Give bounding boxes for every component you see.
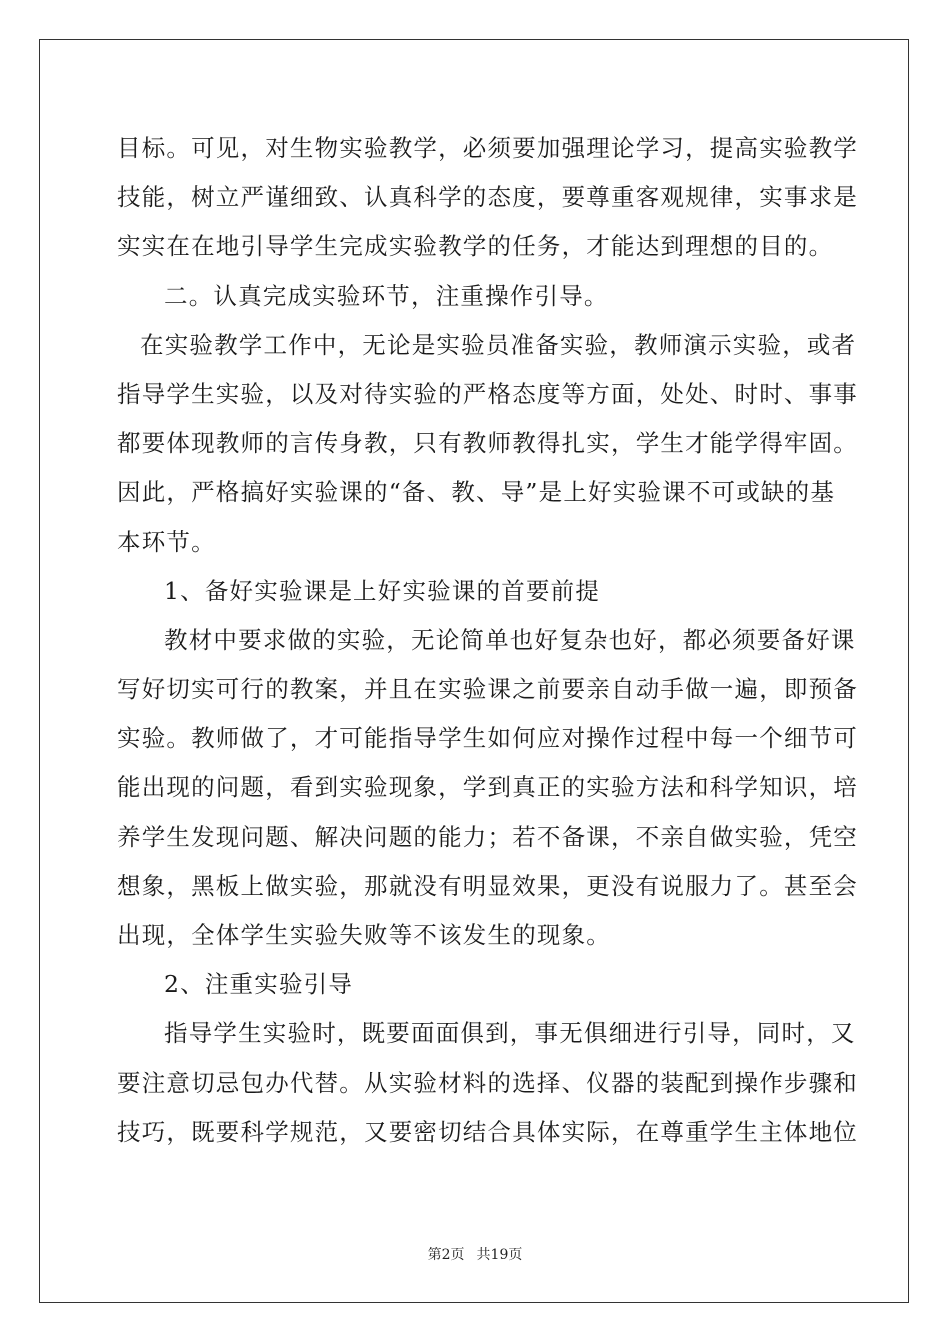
section-heading: 二。认真完成实验环节，注重操作引导。	[164, 281, 609, 310]
page-footer	[0, 1244, 950, 1264]
text-line: 想象，黑板上做实验，那就没有明显效果，更没有说服力了。甚至会	[117, 871, 858, 900]
text-line: 能出现的问题，看到实验现象，学到真正的实验方法和科学知识，培	[117, 773, 858, 802]
document-body	[117, 124, 858, 1157]
text-line: 在实验教学工作中，无论是实验员准备实验，教师演示实验，或者	[140, 330, 857, 359]
text-line: 出现，全体学生实验失败等不该发生的现象。	[117, 921, 611, 949]
text-line: 指导学生实验时，既要面面俱到，事无俱细进行引导，同时，又	[164, 1019, 856, 1048]
text-line: 实实在在地引导学生完成实验教学的任务，才能达到理想的目的。	[117, 232, 834, 261]
text-line: 本环节。	[117, 527, 216, 556]
subsection-heading: 1、备好实验课是上好实验课的首要前提	[164, 576, 601, 605]
text-line: 养学生发现问题、解决问题的能力；若不备课，不亲自做实验，凭空	[117, 822, 858, 851]
text-line: 实验。教师做了，才可能指导学生如何应对操作过程中每一个细节可	[117, 724, 858, 753]
text-line: 要注意切忌包办代替。从实验材料的选择、仪器的装配到操作步骤和	[117, 1068, 858, 1097]
page-total: 共19页	[476, 1247, 523, 1263]
text-line: 指导学生实验，以及对待实验的严格态度等方面，处处、时时、事事	[117, 379, 858, 408]
text-line: 因此，严格搞好实验课的“备、教、导”是上好实验课不可或缺的基	[117, 478, 836, 507]
text-line: 技能，树立严谨细致、认真科学的态度，要尊重客观规律，实事求是	[117, 183, 858, 212]
text-line: 教材中要求做的实验，无论简单也好复杂也好，都必须要备好课	[164, 625, 856, 654]
page-number: 第2页	[427, 1247, 465, 1263]
text-line: 目标。可见，对生物实验教学，必须要加强理论学习，提高实验教学	[117, 134, 858, 162]
text-line: 技巧，既要科学规范，又要密切结合具体实际，在尊重学生主体地位	[117, 1117, 858, 1146]
text-line: 写好切实可行的教案，并且在实验课之前要亲自动手做一遍，即预备	[117, 675, 858, 704]
text-line: 都要体现教师的言传身教，只有教师教得扎实，学生才能学得牢固。	[117, 429, 858, 458]
subsection-heading: 2、注重实验引导	[164, 970, 354, 999]
